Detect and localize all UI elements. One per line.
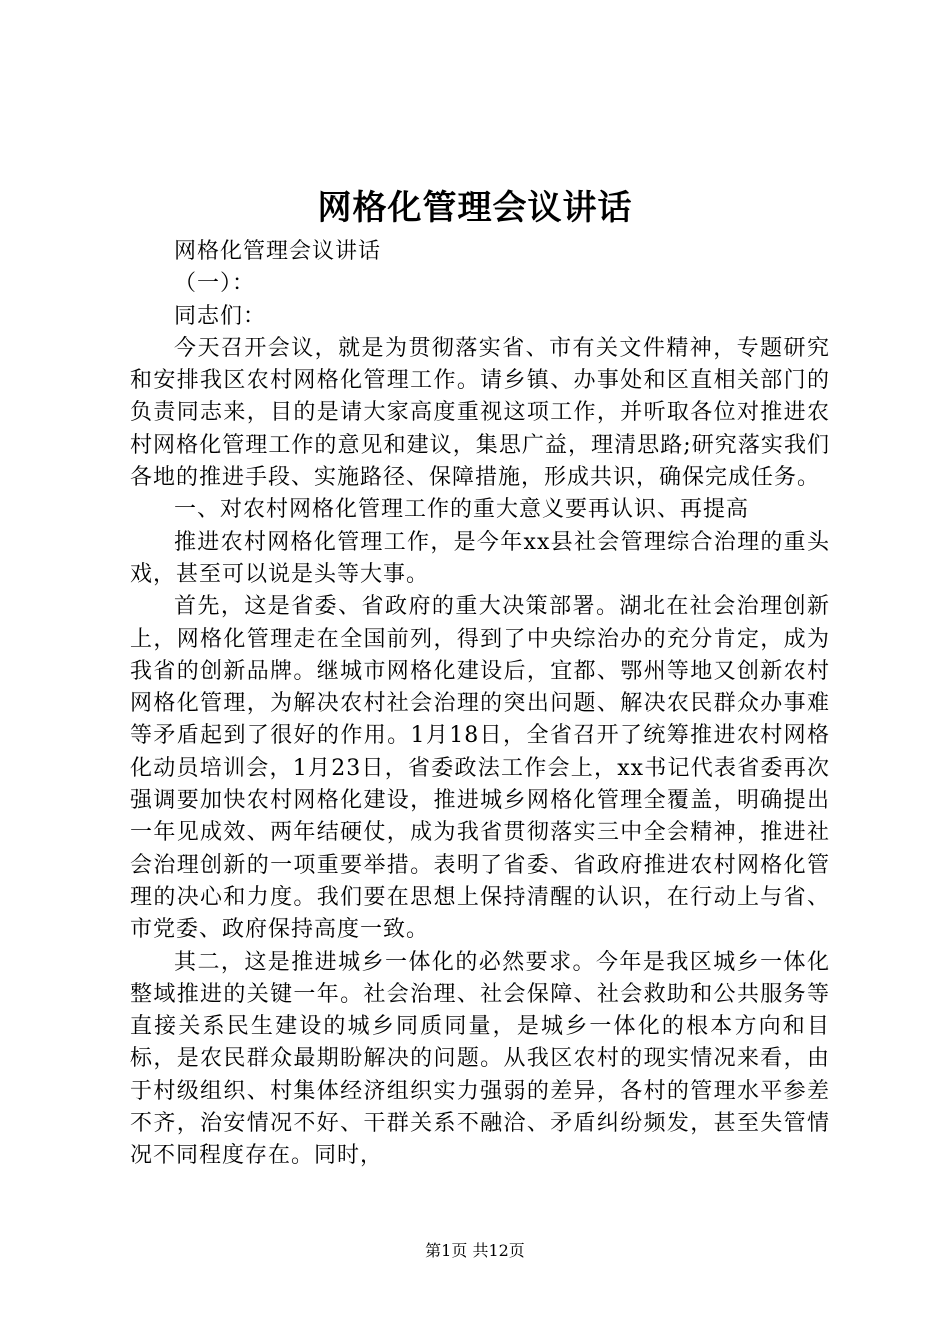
document-body	[130, 236, 830, 1173]
paragraph-intro: 今天召开会议，就是为贯彻落实省、市有关文件精神，专题研究和安排我区农村网格化管理工作。请乡镇、办事处和区直相关部门的负责同志来，目的是请大家高度重视这项工作，并听取各位对推进农村网格化管理工作的意见和建议，集思广益，理清思路;研究落实我们各地的推进手段、实施路径、保障措施，形成共识，确保完成任务。	[130, 335, 830, 491]
paragraph-priority: 推进农村网格化管理工作，是今年xx县社会管理综合治理的重头戏，甚至可以说是头等大事。	[130, 529, 830, 587]
document-title: 网格化管理会议讲话	[317, 188, 633, 228]
paragraph-salutation: 同志们：	[174, 303, 267, 329]
paragraph-second-point: 其二，这是推进城乡一体化的必然要求。今年是我区城乡一体化整域推进的关键一年。社会治理、社会保障、社会救助和公共服务等直接关系民生建设的城乡同质同量，是城乡一体化的根本方向和目标，是农民群众最期盼解决的问题。从我区农村的现实情况来看，由于村级组织、村集体经济组织实力强弱的差异，各村的管理水平参差不齐，治安情况不好、干群关系不融洽、矛盾纠纷频发，甚至失管情况不同程度存在。同时，	[130, 949, 830, 1169]
paragraph-first-point: 首先，这是省委、省政府的重大决策部署。湖北在社会治理创新上，网格化管理走在全国前列，得到了中央综治办的充分肯定，成为我省的创新品牌。继城市网格化建设后，宜都、鄂州等地又创新农村网格化管理，为解决农村社会治理的突出问题、解决农民群众办事难等矛盾起到了很好的作用。1月18日，全省召开了统筹推进农村网格化动员培训会，1月23日，省委政法工作会上，xx书记代表省委再次强调要加快农村网格化建设，推进城乡网格化管理全覆盖，明确提出一年见成效、两年结硬仗，成为我省贯彻落实三中全会精神，推进社会治理创新的一项重要举措。表明了省委、省政府推进农村网格化管理的决心和力度。我们要在思想上保持清醒的认识，在行动上与省、市党委、政府保持高度一致。	[130, 594, 830, 943]
paragraph-section-marker: （一）：	[174, 271, 256, 297]
paragraph-subtitle: 网格化管理会议讲话	[174, 239, 382, 264]
page-number-footer: 第1页 共12页	[425, 1241, 525, 1260]
paragraph-heading-one: 一、对农村网格化管理工作的重大意义要再认识、再提高	[174, 497, 750, 523]
